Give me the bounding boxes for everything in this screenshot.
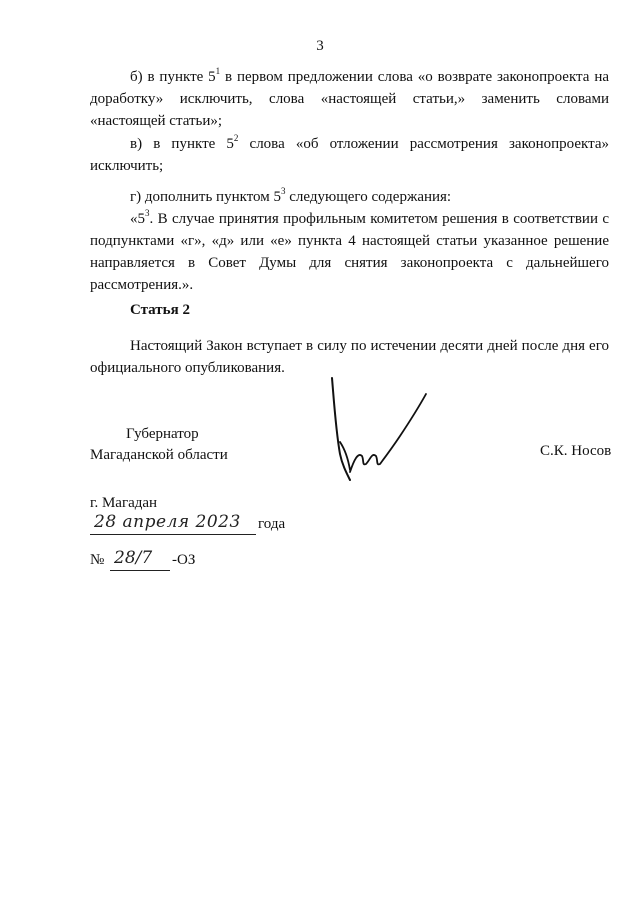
paragraph-b-sup: 1 [215, 66, 221, 76]
paragraph-g-sup: 3 [281, 186, 286, 196]
city-label: г. Магадан [90, 495, 158, 511]
handwritten-number: 28/7 [114, 548, 153, 568]
date-underline [90, 534, 256, 535]
paragraph-v-pre: в) в пункте 5 [130, 136, 234, 152]
paragraph-v [90, 133, 609, 177]
handwritten-date: 28 апреля 2023 [94, 512, 241, 532]
date-suffix: года [258, 516, 286, 532]
paragraph-quote-sup: 3 [145, 208, 150, 218]
signatory-title-line2: Магаданской области [90, 447, 228, 463]
paragraph-g-post: следующего содержания: [285, 189, 452, 205]
paragraph-b-post: в первом предложении слова «о возврате законопроекта на доработку» исключить, слова «настоящей статьи,» заменить словами «настоящей статьи»; [90, 69, 610, 129]
paragraph-b [90, 66, 609, 132]
article2-heading: Статья 2 [130, 302, 190, 318]
signatory-title [90, 424, 228, 466]
paragraph-b-pre: б) в пункте 5 [130, 69, 216, 85]
signatory-name: С.К. Носов [540, 443, 612, 459]
number-line [90, 548, 290, 574]
paragraph-g [90, 186, 609, 208]
number-suffix: -ОЗ [172, 552, 196, 568]
paragraph-g-pre: г) дополнить пунктом 5 [130, 189, 282, 205]
paragraph-v-sup: 2 [233, 133, 239, 143]
handwritten-signature [322, 372, 442, 497]
article2-text: Настоящий Закон вступает в силу по истечении десяти дней после дня его официального опубликования. [90, 338, 609, 376]
page-number: 3 [316, 38, 324, 54]
number-prefix: № [90, 552, 105, 568]
paragraph-quote-pre: «5 [130, 211, 145, 227]
paragraph-v-post: слова «об отложении рассмотрения законопроекта» исключить; [90, 136, 609, 174]
paragraph-quote-post: . В случае принятия профильным комитетом решения в соответствии с подпунктами «г», «д» или «е» пункта 4 настоящей статьи указанное решение направляется в Совет Думы для снятия законопроекта с дальнейшего рассмотрения.». [90, 211, 609, 293]
signature-drawing [322, 372, 442, 492]
date-line [90, 512, 330, 538]
number-underline [110, 570, 170, 571]
paragraph-quote [90, 208, 609, 296]
signatory-title-line1: Губернатор [126, 426, 199, 442]
